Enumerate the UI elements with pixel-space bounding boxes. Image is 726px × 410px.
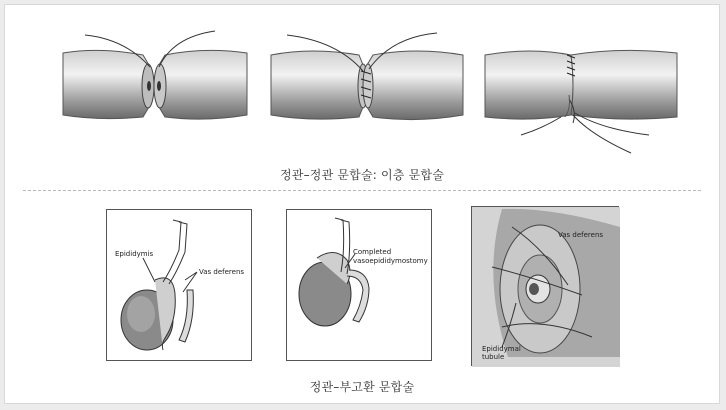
epididymis-label: Epididymis [115, 250, 154, 258]
anastomosis-step-1-illustration [55, 25, 255, 145]
vasoepididymostomy-panel-2 [286, 209, 432, 361]
vasoepididymostomy-panel-3 [471, 206, 619, 366]
vas-deferens-closeup-label: Vas deferens [558, 231, 604, 239]
anastomosis-step-2-illustration [267, 25, 467, 145]
vas-deferens-label: Vas deferens [199, 268, 245, 276]
epididymal-label: Epididymal [482, 345, 521, 353]
figure-frame [4, 4, 720, 404]
epididymis-vas-illustration [107, 210, 253, 362]
tubule-label: tubule [482, 353, 505, 361]
section-divider [23, 190, 701, 191]
microsurgical-closeup-illustration [472, 207, 620, 367]
anastomosis-step-3-illustration [481, 25, 681, 165]
vasoepididymostomy-panel-1 [106, 209, 252, 361]
completed-label: Completed [353, 248, 392, 256]
top-figure-caption: 정관–정관 문합술: 이층 문합술 [280, 168, 444, 182]
bottom-figure-caption: 정관–부고환 문합술 [309, 380, 415, 394]
completed-anastomosis-illustration [287, 210, 433, 362]
vasoepididymostomy-label: vasoepididymostomy [353, 257, 428, 265]
